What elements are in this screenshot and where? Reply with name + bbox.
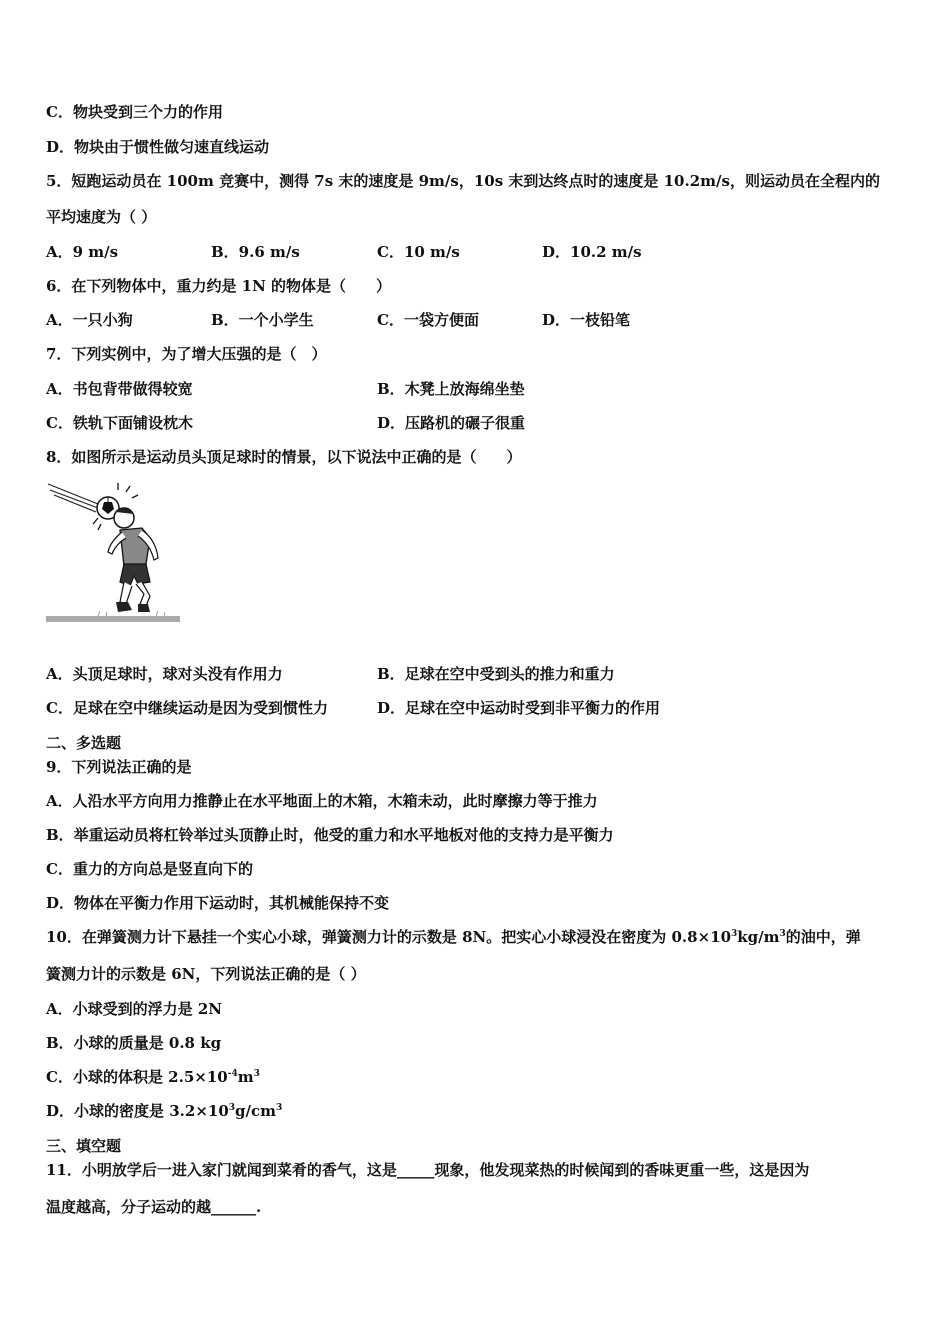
q8-option-d: D．足球在空中运动时受到非平衡力的作用	[377, 699, 661, 717]
q5-option-d: D．10.2 m/s	[542, 243, 642, 261]
q10-option-c-exp-2: 3	[253, 1069, 260, 1079]
q10-stem-exp-1: 3	[731, 929, 738, 939]
q10-stem-part-b: kg/m	[737, 928, 780, 946]
q6-stem: 6．在下列物体中，重力约是 1N 的物体是（ ）	[46, 277, 392, 295]
q10-option-d-unit: g/cm	[235, 1102, 277, 1120]
header-ball-illustration	[46, 478, 182, 628]
q10-option-c-unit: m	[237, 1068, 254, 1086]
q5-stem-line2: 平均速度为（ ）	[46, 208, 157, 226]
q5-option-c: C．10 m/s	[377, 243, 460, 261]
q7-option-c: C．铁轨下面铺设枕木	[46, 414, 193, 432]
q8-option-a: A．头顶足球时，球对头没有作用力	[46, 665, 283, 683]
q9-option-a: A．人沿水平方向用力推静止在水平地面上的木箱，木箱未动，此时摩擦力等于推力	[46, 792, 598, 810]
q5-option-b: B．9.6 m/s	[211, 243, 300, 261]
q9-option-b: B．举重运动员将杠铃举过头顶静止时，他受的重力和水平地板对他的支持力是平衡力	[46, 826, 614, 844]
q10-option-c-exp-1: -4	[227, 1069, 238, 1079]
q8-stem: 8．如图所示是运动员头顶足球时的情景，以下说法中正确的是（ ）	[46, 448, 522, 466]
q8-option-b: B．足球在空中受到头的推力和重力	[377, 665, 615, 683]
motion-lines	[48, 484, 98, 512]
section-multi-choice-heading: 二、多选题	[46, 734, 122, 752]
q4-option-d: D．物块由于惯性做匀速直线运动	[46, 138, 270, 156]
q10-stem-part-c: 的油中，弹	[785, 928, 861, 946]
q10-option-d-text: D．小球的密度是 3.2×10	[46, 1102, 229, 1120]
q6-option-a: A．一只小狗	[46, 311, 133, 329]
ground-strip	[46, 616, 180, 622]
q7-option-d: D．压路机的碾子很重	[377, 414, 526, 432]
q8-option-c: C．足球在空中继续运动是因为受到惯性力	[46, 699, 328, 717]
q10-option-a: A．小球受到的浮力是 2N	[46, 1000, 223, 1018]
q7-option-b: B．木凳上放海绵坐垫	[377, 380, 525, 398]
q10-stem-line2: 簧测力计的示数是 6N，下列说法正确的是（ ）	[46, 965, 366, 983]
q10-option-b: B．小球的质量是 0.8 kg	[46, 1034, 222, 1052]
q4-option-c: C．物块受到三个力的作用	[46, 103, 223, 121]
section-fill-blank-heading: 三、填空题	[46, 1137, 122, 1155]
q10-option-d-exp-2: 3	[276, 1103, 283, 1113]
q5-option-a: A．9 m/s	[46, 243, 119, 261]
player-figure	[108, 508, 158, 612]
grass	[98, 611, 165, 616]
q5-stem-line1: 5．短跑运动员在 100m 竞赛中，测得 7s 末的速度是 9m/s，10s 末到达终点时的速度是 10.2m/s，则运动员在全程内的	[46, 172, 880, 190]
q9-option-d: D．物体在平衡力作用下运动时，其机械能保持不变	[46, 894, 390, 912]
q11-line1: 11．小明放学后一进入家门就闻到菜肴的香气，这是_____现象，他发现菜热的时候闻到的香味更重一些，这是因为	[46, 1161, 810, 1179]
q6-option-b: B．一个小学生	[211, 311, 314, 329]
q6-option-d: D．一枝铅笔	[542, 311, 631, 329]
q11-line2: 温度越高，分子运动的越______.	[46, 1198, 262, 1216]
q10-stem-part-a: 10．在弹簧测力计下悬挂一个实心小球，弹簧测力计的示数是 8N。把实心小球浸没在密度为 0.8×10	[46, 928, 732, 946]
q10-option-d	[46, 1102, 282, 1120]
q9-stem: 9．下列说法正确的是	[46, 758, 192, 776]
q9-option-c: C．重力的方向总是竖直向下的	[46, 860, 253, 878]
q7-stem: 7．下列实例中，为了增大压强的是（ ）	[46, 345, 327, 363]
q10-stem-exp-2: 3	[779, 929, 786, 939]
q7-option-a: A．书包背带做得较宽	[46, 380, 193, 398]
q10-option-d-exp-1: 3	[228, 1103, 236, 1113]
q6-option-c: C．一袋方便面	[377, 311, 479, 329]
q10-stem-line1	[46, 928, 861, 946]
q10-option-c	[46, 1068, 260, 1086]
q10-option-c-text: C．小球的体积是 2.5×10	[46, 1068, 228, 1086]
